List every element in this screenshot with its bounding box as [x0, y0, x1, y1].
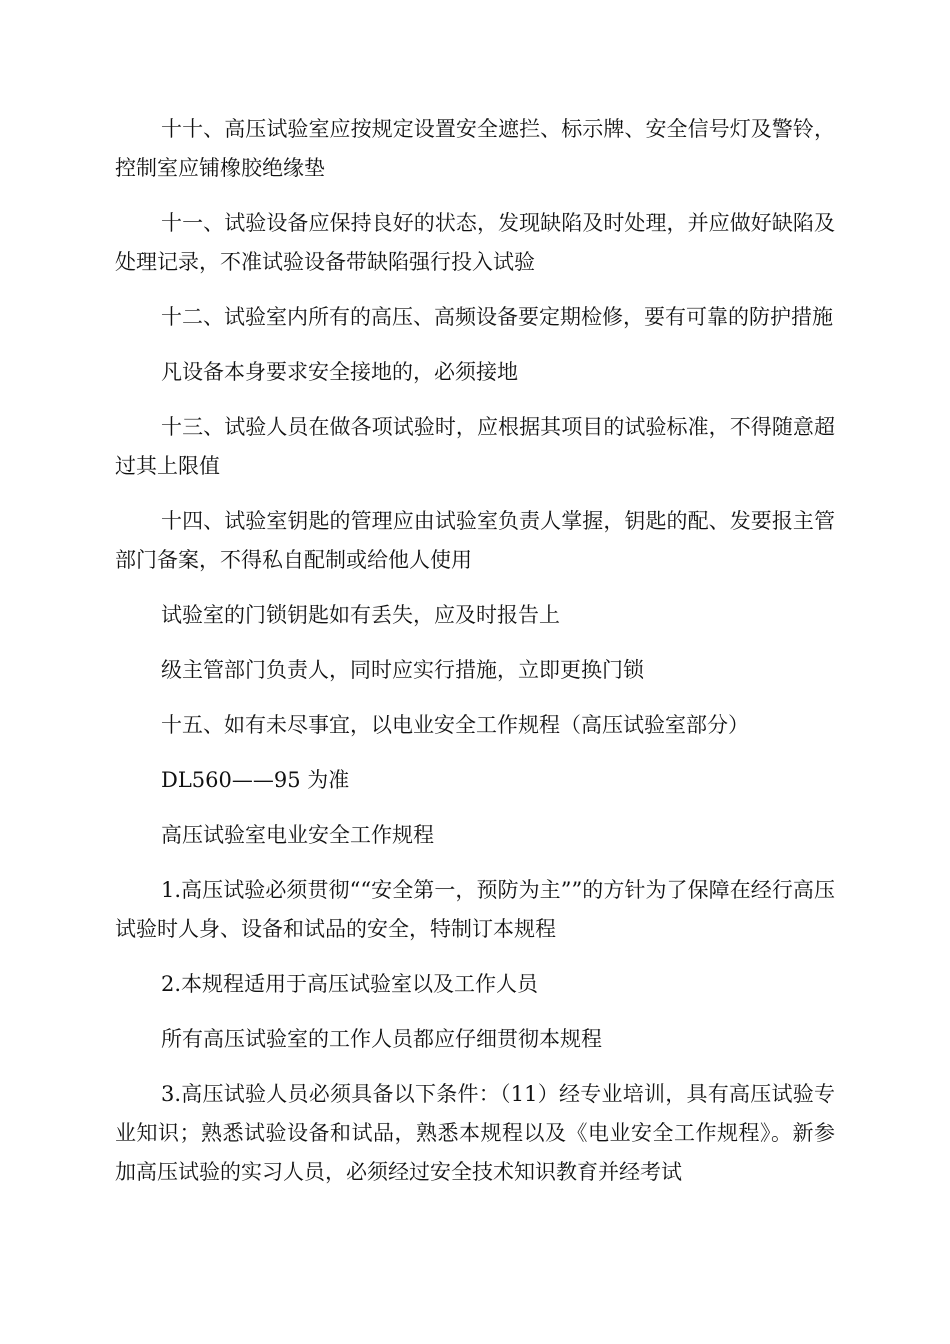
paragraph: 十二、试验室内所有的高压、高频设备要定期检修，要有可靠的防护措施: [161, 305, 833, 329]
paragraph: 十十、高压试验室应按规定设置安全遮拦、标示牌、安全信号灯及警铃，控制室应铺橡胶绝缘垫: [115, 117, 835, 180]
paragraph: 3.高压试验人员必须具备以下条件：（11）经专业培训，具有高压试验专业知识；熟悉试验设备和试品，熟悉本规程以及《电业安全工作规程》。新参加高压试验的实习人员，必须经过安全技术知识教育并经考试: [115, 1082, 835, 1184]
paragraph: 十五、如有未尽事宜，以电业安全工作规程（高压试验室部分）: [161, 713, 749, 737]
paragraph: 级主管部门负责人，同时应实行措施，立即更换门锁: [161, 658, 644, 682]
paragraph: 1.高压试验必须贯彻““安全第一，预防为主””的方针为了保障在经行高压试验时人身、设备和试品的安全，特制订本规程: [115, 878, 835, 941]
paragraph: DL560——95 为准: [161, 768, 350, 792]
paragraph: 凡设备本身要求安全接地的，必须接地: [161, 360, 518, 384]
section-title: 高压试验室电业安全工作规程: [161, 823, 434, 847]
paragraph: 2.本规程适用于高压试验室以及工作人员: [161, 972, 539, 996]
paragraph: 十一、试验设备应保持良好的状态，发现缺陷及时处理，并应做好缺陷及处理记录，不准试验设备带缺陷强行投入试验: [115, 211, 835, 274]
paragraph: 十四、试验室钥匙的管理应由试验室负责人掌握，钥匙的配、发要报主管部门备案，不得私自配制或给他人使用: [115, 509, 835, 572]
paragraph: 十三、试验人员在做各项试验时，应根据其项目的试验标准，不得随意超过其上限值: [115, 415, 835, 478]
document-body: [115, 110, 835, 1208]
paragraph: 所有高压试验室的工作人员都应仔细贯彻本规程: [161, 1027, 602, 1051]
paragraph: 试验室的门锁钥匙如有丢失，应及时报告上: [161, 603, 560, 627]
